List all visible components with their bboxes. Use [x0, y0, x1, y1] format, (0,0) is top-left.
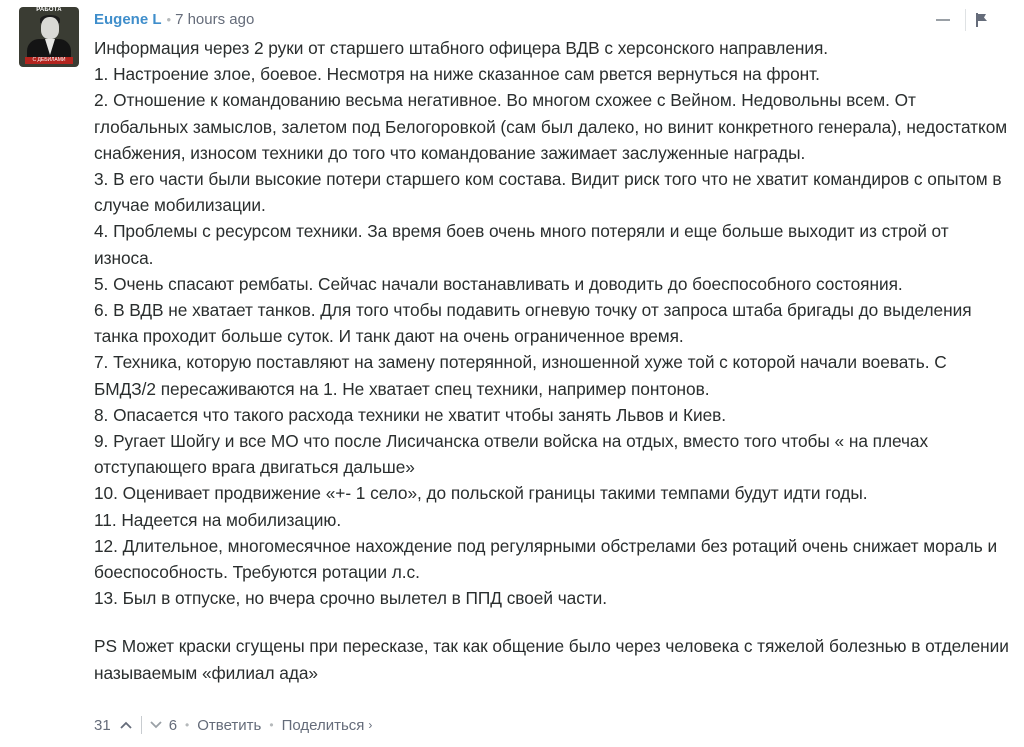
comment-paragraph: 7. Техника, которую поставляют на замену потерянной, изношенной хуже той с которой начали воевать. С БМДЗ/2 пересаживаются на 1. Не хватает спец техники, например понтонов.: [94, 352, 947, 399]
flag-icon[interactable]: [976, 13, 988, 27]
comment-paragraph: 11. Надеется на мобилизацию.: [94, 509, 342, 530]
chevron-up-icon: [120, 721, 132, 729]
comment-paragraph: 10. Оценивает продвижение «+- 1 село», до польской границы такими темпами будут идти годы.: [94, 483, 868, 504]
controls-divider: [965, 9, 966, 31]
comment-controls: [936, 8, 988, 32]
comment-paragraph: 3. В его части были высокие потери старшего ком состава. Видит риск того что не хватит командиров с опытом в случае мобилизации.: [94, 169, 1002, 216]
downvote-count: 6: [168, 716, 178, 734]
comment-header: [94, 11, 254, 29]
separator-dot: •: [269, 718, 274, 732]
comment-body: [94, 35, 1010, 686]
comment-paragraph: 12. Длительное, многомесячное нахождение под регулярными обстрелами без ротаций очень снижает мораль и боеспособность. Требуются ротации л.с.: [94, 535, 998, 583]
avatar[interactable]: [19, 7, 79, 67]
chevron-down-icon: [150, 721, 162, 729]
comment-ps: PS Может краски сгущены при пересказе, так как общение было через человека с тяжелой болезнью в отделении называемым «филиал ада»: [94, 636, 1009, 683]
comment-paragraph: 13. Был в отпуске, но вчера срочно вылетел в ППД своей части.: [94, 588, 608, 609]
comment-paragraph: 9. Ругает Шойгу и все МО что после Лисичанска отвели войска на отдых, вместо того чтобы « на плечах отступающего врага двигаться дальше»: [94, 431, 929, 478]
comment-footer: [94, 714, 372, 736]
author-name[interactable]: Eugene L: [94, 11, 162, 28]
minus-icon[interactable]: [936, 19, 950, 21]
downvote-button[interactable]: [142, 721, 169, 729]
timestamp[interactable]: 7 hours ago: [175, 11, 255, 28]
avatar-bottom-caption: С ДЕБИЛАМИ: [25, 57, 73, 64]
comment-paragraph: 5. Очень спасают рембаты. Сейчас начали востанавливать и доводить до боеспособного состояния.: [94, 273, 903, 294]
share-link[interactable]: Поделиться: [281, 716, 365, 734]
upvote-button[interactable]: [111, 721, 141, 729]
separator-dot: •: [166, 12, 172, 27]
avatar-head-shape: [41, 17, 59, 39]
reply-link[interactable]: Ответить: [197, 716, 262, 734]
avatar-top-caption: РАБОТА: [36, 7, 62, 13]
comment-paragraph: 8. Опасается что такого расхода техники не хватит чтобы занять Львов и Киев.: [94, 404, 727, 425]
comment-paragraph: Информация через 2 руки от старшего штабного офицера ВДВ с херсонского направления.: [94, 38, 829, 58]
comment-paragraph: 2. Отношение к командованию весьма негативное. Во многом схожее с Вейном. Недовольны всем. От глобальных замыслов, залетом под Белогоровкой (сам был далеко, но винит конкретного генерала), недостатком снабжения, износом техники до того что командование зажимает заслуженные награды.: [94, 90, 1008, 163]
comment-paragraph: 1. Настроение злое, боевое. Несмотря на ниже сказанное сам рвется вернуться на фронт.: [94, 64, 820, 85]
chevron-right-icon: ›: [368, 718, 373, 732]
upvote-count: 31: [94, 716, 111, 734]
separator-dot: •: [185, 718, 190, 732]
comment-paragraph: 4. Проблемы с ресурсом техники. За время боев очень много потеряли и еще больше выходит из строй от износа.: [94, 221, 949, 268]
comment-paragraph: 6. В ВДВ не хватает танков. Для того чтобы подавить огневую точку от запроса штаба бригады до выделения танка проходит больше суток. И танк дают на очень ограниченное время.: [94, 300, 972, 347]
